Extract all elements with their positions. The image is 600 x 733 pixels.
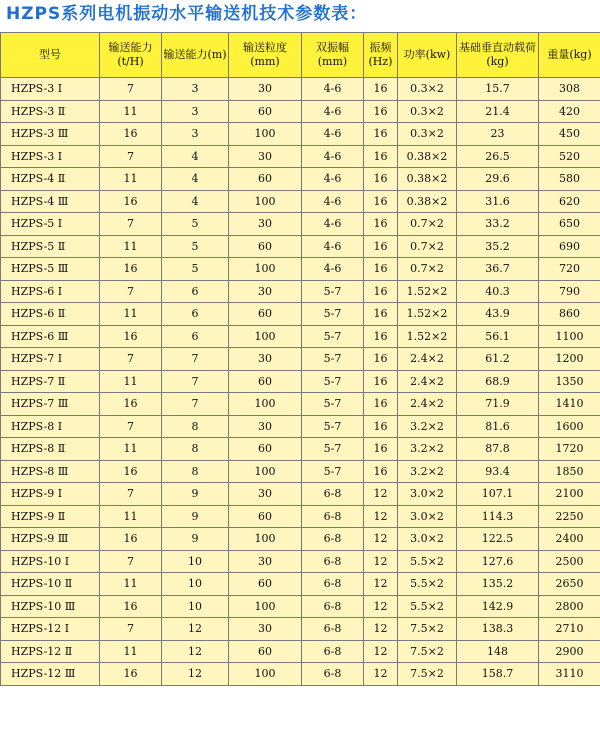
cell-model: HZPS-6 Ⅱ (1, 303, 100, 326)
cell-length: 12 (162, 663, 229, 686)
cell-model: HZPS-8 Ⅲ (1, 460, 100, 483)
cell-power: 0.7×2 (398, 258, 457, 281)
cell-granularity: 30 (229, 78, 302, 101)
cell-length: 9 (162, 483, 229, 506)
cell-dynamic-load: 158.7 (457, 663, 539, 686)
cell-weight: 1600 (539, 415, 600, 438)
cell-amplitude: 6-8 (302, 573, 364, 596)
cell-weight: 650 (539, 213, 600, 236)
cell-amplitude: 6-8 (302, 663, 364, 686)
cell-frequency: 16 (364, 168, 398, 191)
cell-frequency: 16 (364, 393, 398, 416)
cell-weight: 520 (539, 145, 600, 168)
table-row (1, 123, 600, 146)
cell-power: 0.3×2 (398, 78, 457, 101)
cell-dynamic-load: 29.6 (457, 168, 539, 191)
cell-frequency: 12 (364, 640, 398, 663)
cell-model: HZPS-5 Ⅱ (1, 235, 100, 258)
cell-amplitude: 4-6 (302, 190, 364, 213)
cell-weight: 690 (539, 235, 600, 258)
table-row (1, 528, 600, 551)
cell-power: 3.0×2 (398, 505, 457, 528)
cell-model: HZPS-6 Ⅲ (1, 325, 100, 348)
cell-dynamic-load: 43.9 (457, 303, 539, 326)
cell-dynamic-load: 114.3 (457, 505, 539, 528)
cell-weight: 2710 (539, 618, 600, 641)
cell-granularity: 60 (229, 438, 302, 461)
cell-model: HZPS-3 Ⅲ (1, 123, 100, 146)
cell-weight: 580 (539, 168, 600, 191)
cell-length: 10 (162, 573, 229, 596)
cell-power: 2.4×2 (398, 370, 457, 393)
column-header-model: 型号 (1, 33, 100, 78)
cell-length: 9 (162, 505, 229, 528)
cell-model: HZPS-8 Ⅱ (1, 438, 100, 461)
cell-frequency: 16 (364, 123, 398, 146)
cell-dynamic-load: 127.6 (457, 550, 539, 573)
cell-capacity: 16 (100, 325, 162, 348)
cell-capacity: 16 (100, 190, 162, 213)
cell-power: 7.5×2 (398, 618, 457, 641)
cell-frequency: 16 (364, 280, 398, 303)
cell-model: HZPS-4 Ⅱ (1, 168, 100, 191)
cell-model: HZPS-10 Ⅰ (1, 550, 100, 573)
cell-length: 3 (162, 78, 229, 101)
cell-model: HZPS-5 Ⅰ (1, 213, 100, 236)
cell-granularity: 30 (229, 213, 302, 236)
cell-capacity: 16 (100, 663, 162, 686)
cell-capacity: 7 (100, 483, 162, 506)
cell-amplitude: 4-6 (302, 168, 364, 191)
cell-frequency: 16 (364, 370, 398, 393)
cell-length: 10 (162, 595, 229, 618)
cell-dynamic-load: 122.5 (457, 528, 539, 551)
cell-power: 0.7×2 (398, 213, 457, 236)
table-row (1, 573, 600, 596)
cell-power: 0.38×2 (398, 145, 457, 168)
document-title: HZPS系列电机振动水平输送机技术参数表： (6, 4, 368, 24)
column-header-weight: 重量(kg) (539, 33, 600, 78)
cell-capacity: 11 (100, 573, 162, 596)
cell-granularity: 60 (229, 303, 302, 326)
cell-amplitude: 4-6 (302, 145, 364, 168)
cell-model: HZPS-12 Ⅱ (1, 640, 100, 663)
cell-dynamic-load: 138.3 (457, 618, 539, 641)
cell-length: 9 (162, 528, 229, 551)
cell-frequency: 12 (364, 528, 398, 551)
cell-amplitude: 6-8 (302, 505, 364, 528)
spec-table (0, 32, 600, 686)
cell-capacity: 7 (100, 213, 162, 236)
cell-amplitude: 6-8 (302, 528, 364, 551)
cell-dynamic-load: 61.2 (457, 348, 539, 371)
cell-dynamic-load: 135.2 (457, 573, 539, 596)
cell-amplitude: 6-8 (302, 595, 364, 618)
cell-length: 4 (162, 190, 229, 213)
cell-model: HZPS-8 Ⅰ (1, 415, 100, 438)
cell-granularity: 100 (229, 190, 302, 213)
cell-length: 3 (162, 123, 229, 146)
column-header-power: 功率(kw) (398, 33, 457, 78)
cell-amplitude: 5-7 (302, 325, 364, 348)
cell-frequency: 16 (364, 78, 398, 101)
cell-granularity: 30 (229, 145, 302, 168)
cell-model: HZPS-7 Ⅱ (1, 370, 100, 393)
cell-power: 2.4×2 (398, 393, 457, 416)
cell-amplitude: 5-7 (302, 370, 364, 393)
cell-amplitude: 6-8 (302, 640, 364, 663)
cell-granularity: 30 (229, 415, 302, 438)
cell-weight: 3110 (539, 663, 600, 686)
cell-power: 0.7×2 (398, 235, 457, 258)
cell-frequency: 16 (364, 438, 398, 461)
cell-dynamic-load: 71.9 (457, 393, 539, 416)
cell-amplitude: 4-6 (302, 100, 364, 123)
table-row (1, 370, 600, 393)
cell-length: 4 (162, 145, 229, 168)
cell-model: HZPS-9 Ⅲ (1, 528, 100, 551)
cell-amplitude: 5-7 (302, 348, 364, 371)
cell-weight: 1100 (539, 325, 600, 348)
cell-frequency: 12 (364, 483, 398, 506)
table-header-row (1, 33, 600, 78)
cell-power: 5.5×2 (398, 573, 457, 596)
cell-capacity: 11 (100, 303, 162, 326)
cell-amplitude: 6-8 (302, 618, 364, 641)
cell-frequency: 16 (364, 258, 398, 281)
cell-amplitude: 5-7 (302, 438, 364, 461)
cell-dynamic-load: 21.4 (457, 100, 539, 123)
cell-dynamic-load: 35.2 (457, 235, 539, 258)
cell-frequency: 12 (364, 573, 398, 596)
cell-power: 3.2×2 (398, 438, 457, 461)
table-row (1, 168, 600, 191)
table-row (1, 213, 600, 236)
cell-capacity: 11 (100, 100, 162, 123)
cell-frequency: 12 (364, 595, 398, 618)
cell-frequency: 16 (364, 190, 398, 213)
cell-length: 12 (162, 618, 229, 641)
cell-frequency: 12 (364, 618, 398, 641)
cell-model: HZPS-12 Ⅲ (1, 663, 100, 686)
column-header-frequency: 振频(Hz) (364, 33, 398, 78)
table-row (1, 78, 600, 101)
cell-amplitude: 5-7 (302, 303, 364, 326)
cell-dynamic-load: 26.5 (457, 145, 539, 168)
cell-weight: 2100 (539, 483, 600, 506)
cell-granularity: 100 (229, 393, 302, 416)
cell-granularity: 60 (229, 100, 302, 123)
cell-capacity: 16 (100, 123, 162, 146)
cell-model: HZPS-3 Ⅱ (1, 100, 100, 123)
cell-dynamic-load: 23 (457, 123, 539, 146)
cell-capacity: 16 (100, 258, 162, 281)
table-row (1, 393, 600, 416)
table-row (1, 190, 600, 213)
column-header-length: 输送能力(m) (162, 33, 229, 78)
cell-frequency: 12 (364, 505, 398, 528)
cell-capacity: 11 (100, 235, 162, 258)
table-row (1, 663, 600, 686)
table-row (1, 595, 600, 618)
cell-amplitude: 6-8 (302, 483, 364, 506)
cell-model: HZPS-7 Ⅰ (1, 348, 100, 371)
cell-length: 5 (162, 258, 229, 281)
cell-granularity: 100 (229, 595, 302, 618)
cell-frequency: 16 (364, 303, 398, 326)
cell-length: 10 (162, 550, 229, 573)
cell-dynamic-load: 148 (457, 640, 539, 663)
cell-power: 0.38×2 (398, 168, 457, 191)
cell-amplitude: 5-7 (302, 280, 364, 303)
cell-weight: 860 (539, 303, 600, 326)
cell-capacity: 11 (100, 640, 162, 663)
cell-length: 6 (162, 303, 229, 326)
cell-power: 3.2×2 (398, 415, 457, 438)
table-body (1, 78, 600, 686)
cell-weight: 420 (539, 100, 600, 123)
cell-amplitude: 4-6 (302, 235, 364, 258)
cell-length: 6 (162, 280, 229, 303)
cell-model: HZPS-9 Ⅱ (1, 505, 100, 528)
cell-amplitude: 4-6 (302, 258, 364, 281)
table-row (1, 145, 600, 168)
cell-amplitude: 4-6 (302, 123, 364, 146)
cell-capacity: 16 (100, 393, 162, 416)
cell-granularity: 60 (229, 370, 302, 393)
cell-weight: 1200 (539, 348, 600, 371)
cell-power: 3.0×2 (398, 528, 457, 551)
cell-power: 1.52×2 (398, 325, 457, 348)
table-row (1, 505, 600, 528)
cell-granularity: 100 (229, 325, 302, 348)
cell-frequency: 16 (364, 235, 398, 258)
cell-weight: 1350 (539, 370, 600, 393)
cell-weight: 2400 (539, 528, 600, 551)
cell-capacity: 7 (100, 348, 162, 371)
cell-dynamic-load: 93.4 (457, 460, 539, 483)
cell-length: 8 (162, 415, 229, 438)
cell-capacity: 7 (100, 550, 162, 573)
cell-weight: 1850 (539, 460, 600, 483)
cell-frequency: 16 (364, 460, 398, 483)
cell-capacity: 7 (100, 78, 162, 101)
cell-model: HZPS-3 Ⅰ (1, 78, 100, 101)
column-header-dynamic-load: 基础垂直动载荷(kg) (457, 33, 539, 78)
cell-model: HZPS-3 Ⅰ (1, 145, 100, 168)
cell-capacity: 11 (100, 505, 162, 528)
cell-amplitude: 5-7 (302, 460, 364, 483)
cell-frequency: 16 (364, 145, 398, 168)
cell-weight: 308 (539, 78, 600, 101)
cell-power: 5.5×2 (398, 595, 457, 618)
table-row (1, 460, 600, 483)
cell-dynamic-load: 31.6 (457, 190, 539, 213)
cell-model: HZPS-12 Ⅰ (1, 618, 100, 641)
cell-length: 8 (162, 438, 229, 461)
cell-granularity: 30 (229, 550, 302, 573)
cell-power: 5.5×2 (398, 550, 457, 573)
cell-weight: 1720 (539, 438, 600, 461)
cell-weight: 720 (539, 258, 600, 281)
table-row (1, 280, 600, 303)
cell-amplitude: 5-7 (302, 393, 364, 416)
cell-weight: 2500 (539, 550, 600, 573)
cell-capacity: 11 (100, 370, 162, 393)
cell-model: HZPS-7 Ⅲ (1, 393, 100, 416)
cell-capacity: 7 (100, 618, 162, 641)
cell-weight: 790 (539, 280, 600, 303)
cell-length: 4 (162, 168, 229, 191)
cell-power: 3.2×2 (398, 460, 457, 483)
cell-capacity: 7 (100, 145, 162, 168)
cell-power: 0.3×2 (398, 100, 457, 123)
cell-granularity: 100 (229, 528, 302, 551)
cell-length: 7 (162, 348, 229, 371)
cell-frequency: 16 (364, 213, 398, 236)
cell-amplitude: 4-6 (302, 78, 364, 101)
table-row (1, 640, 600, 663)
cell-granularity: 100 (229, 123, 302, 146)
table-row (1, 415, 600, 438)
cell-dynamic-load: 142.9 (457, 595, 539, 618)
cell-power: 0.38×2 (398, 190, 457, 213)
cell-model: HZPS-6 Ⅰ (1, 280, 100, 303)
table-row (1, 618, 600, 641)
cell-capacity: 11 (100, 168, 162, 191)
cell-weight: 2650 (539, 573, 600, 596)
table-row (1, 303, 600, 326)
cell-granularity: 30 (229, 280, 302, 303)
cell-model: HZPS-10 Ⅱ (1, 573, 100, 596)
column-header-capacity: 输送能力(t/H) (100, 33, 162, 78)
cell-frequency: 12 (364, 550, 398, 573)
column-header-granularity: 输送粒度(mm) (229, 33, 302, 78)
cell-model: HZPS-9 Ⅰ (1, 483, 100, 506)
cell-power: 1.52×2 (398, 280, 457, 303)
cell-frequency: 12 (364, 663, 398, 686)
table-row (1, 325, 600, 348)
table-row (1, 550, 600, 573)
cell-capacity: 16 (100, 595, 162, 618)
cell-power: 3.0×2 (398, 483, 457, 506)
cell-dynamic-load: 56.1 (457, 325, 539, 348)
cell-granularity: 60 (229, 573, 302, 596)
cell-dynamic-load: 36.7 (457, 258, 539, 281)
cell-dynamic-load: 68.9 (457, 370, 539, 393)
cell-length: 7 (162, 393, 229, 416)
cell-capacity: 7 (100, 415, 162, 438)
cell-model: HZPS-10 Ⅲ (1, 595, 100, 618)
cell-weight: 2800 (539, 595, 600, 618)
cell-granularity: 100 (229, 258, 302, 281)
cell-capacity: 11 (100, 438, 162, 461)
cell-granularity: 100 (229, 460, 302, 483)
cell-dynamic-load: 33.2 (457, 213, 539, 236)
cell-amplitude: 5-7 (302, 415, 364, 438)
table-row (1, 235, 600, 258)
table-row (1, 438, 600, 461)
cell-capacity: 16 (100, 528, 162, 551)
cell-granularity: 30 (229, 483, 302, 506)
cell-dynamic-load: 87.8 (457, 438, 539, 461)
cell-weight: 450 (539, 123, 600, 146)
cell-granularity: 30 (229, 618, 302, 641)
cell-dynamic-load: 15.7 (457, 78, 539, 101)
cell-power: 1.52×2 (398, 303, 457, 326)
cell-power: 0.3×2 (398, 123, 457, 146)
cell-frequency: 16 (364, 348, 398, 371)
cell-amplitude: 6-8 (302, 550, 364, 573)
cell-frequency: 16 (364, 100, 398, 123)
cell-weight: 620 (539, 190, 600, 213)
cell-amplitude: 4-6 (302, 213, 364, 236)
cell-length: 5 (162, 235, 229, 258)
cell-model: HZPS-5 Ⅲ (1, 258, 100, 281)
cell-frequency: 16 (364, 415, 398, 438)
cell-length: 7 (162, 370, 229, 393)
table-row (1, 100, 600, 123)
cell-model: HZPS-4 Ⅲ (1, 190, 100, 213)
cell-granularity: 30 (229, 348, 302, 371)
cell-dynamic-load: 107.1 (457, 483, 539, 506)
cell-length: 3 (162, 100, 229, 123)
cell-granularity: 60 (229, 505, 302, 528)
cell-power: 2.4×2 (398, 348, 457, 371)
column-header-amplitude: 双振幅(mm) (302, 33, 364, 78)
cell-length: 6 (162, 325, 229, 348)
table-row (1, 348, 600, 371)
cell-length: 8 (162, 460, 229, 483)
table-row (1, 483, 600, 506)
cell-granularity: 100 (229, 663, 302, 686)
cell-weight: 2250 (539, 505, 600, 528)
cell-power: 7.5×2 (398, 663, 457, 686)
cell-dynamic-load: 81.6 (457, 415, 539, 438)
cell-power: 7.5×2 (398, 640, 457, 663)
cell-length: 5 (162, 213, 229, 236)
cell-dynamic-load: 40.3 (457, 280, 539, 303)
cell-capacity: 7 (100, 280, 162, 303)
cell-weight: 2900 (539, 640, 600, 663)
table-row (1, 258, 600, 281)
cell-frequency: 16 (364, 325, 398, 348)
cell-length: 12 (162, 640, 229, 663)
cell-weight: 1410 (539, 393, 600, 416)
cell-capacity: 16 (100, 460, 162, 483)
cell-granularity: 60 (229, 235, 302, 258)
cell-granularity: 60 (229, 168, 302, 191)
cell-granularity: 60 (229, 640, 302, 663)
